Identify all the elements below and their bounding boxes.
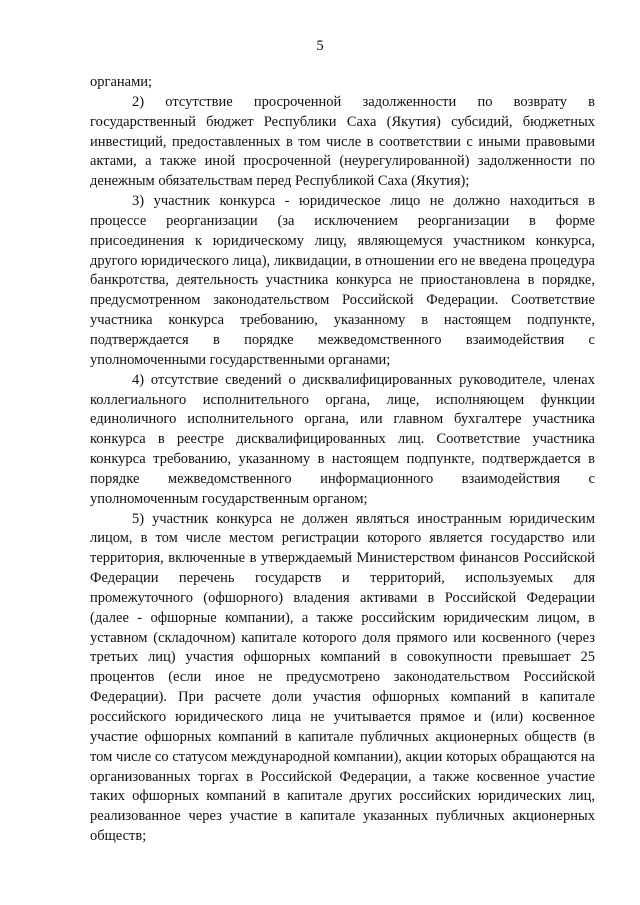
paragraph-continuation: органами; (90, 74, 153, 90)
paragraph-item-3: 3) участник конкурса - юридическое лицо не должно находиться в процессе реорганизации (за исключением реорганизации в форме присоединения к юридическому лицу, являющемуся участником конкурса, другого юридического лица), ликвидации, в отношении его не введена процедура банкротства, деятельность участника конкурса не приостановлена в порядке, предусмотренном законодательством Российской Федерации. Соответствие участника конкурса требованию, указанному в настоящем подпункте, подтверждается в порядке межведомственного взаимодействия с уполномоченными государственными органами; (90, 193, 595, 368)
paragraph-item-5: 5) участник конкурса не должен являться иностранным юридическим лицом, в том числе местом регистрации которого является государство или территория, включенные в утверждаемый Министерством финансов Российской Федерации перечень государств и территорий, используемых для промежуточного (офшорного) владения активами в Российской Федерации (далее - офшорные компании), а также российским юридическим лицом, в уставном (складочном) капитале которого доля прямого или косвенного (через третьих лиц) участия офшорных компаний в совокупности превышает 25 процентов (если иное не предусмотрено законодательством Российской Федерации). При расчете доли участия офшорных компаний в капитале российского юридического лица не учитывается прямое и (или) косвенное участие офшорных компаний в капитале публичных акционерных обществ (в том числе со статусом международной компании), акции которых обращаются на организованных торгах в Российской Федерации, а также косвенное участие таких офшорных компаний в капитале других российских юридических лиц, реализованное через участие в капитале указанных публичных акционерных обществ; (90, 510, 595, 845)
document-body (90, 73, 595, 847)
page-number: 5 (316, 38, 324, 54)
paragraph-item-4: 4) отсутствие сведений о дисквалифицированных руководителе, членах коллегиального исполнительного органа, лице, исполняющем функции единоличного исполнительного органа, или главном бухгалтере участника конкурса в реестре дисквалифицированных лиц. Соответствие участника конкурса требованию, указанному в настоящем подпункте, подтверждается в порядке межведомственного информационного взаимодействия с уполномоченным государственным органом; (90, 371, 595, 507)
paragraph-item-2: 2) отсутствие просроченной задолженности по возврату в государственный бюджет Республики Саха (Якутия) субсидий, бюджетных инвестиций, предоставленных в том числе в соответствии с иными правовыми актами, а также иной просроченной (неурегулированной) задолженности по денежным обязательствам перед Республикой Саха (Якутия); (90, 93, 595, 190)
